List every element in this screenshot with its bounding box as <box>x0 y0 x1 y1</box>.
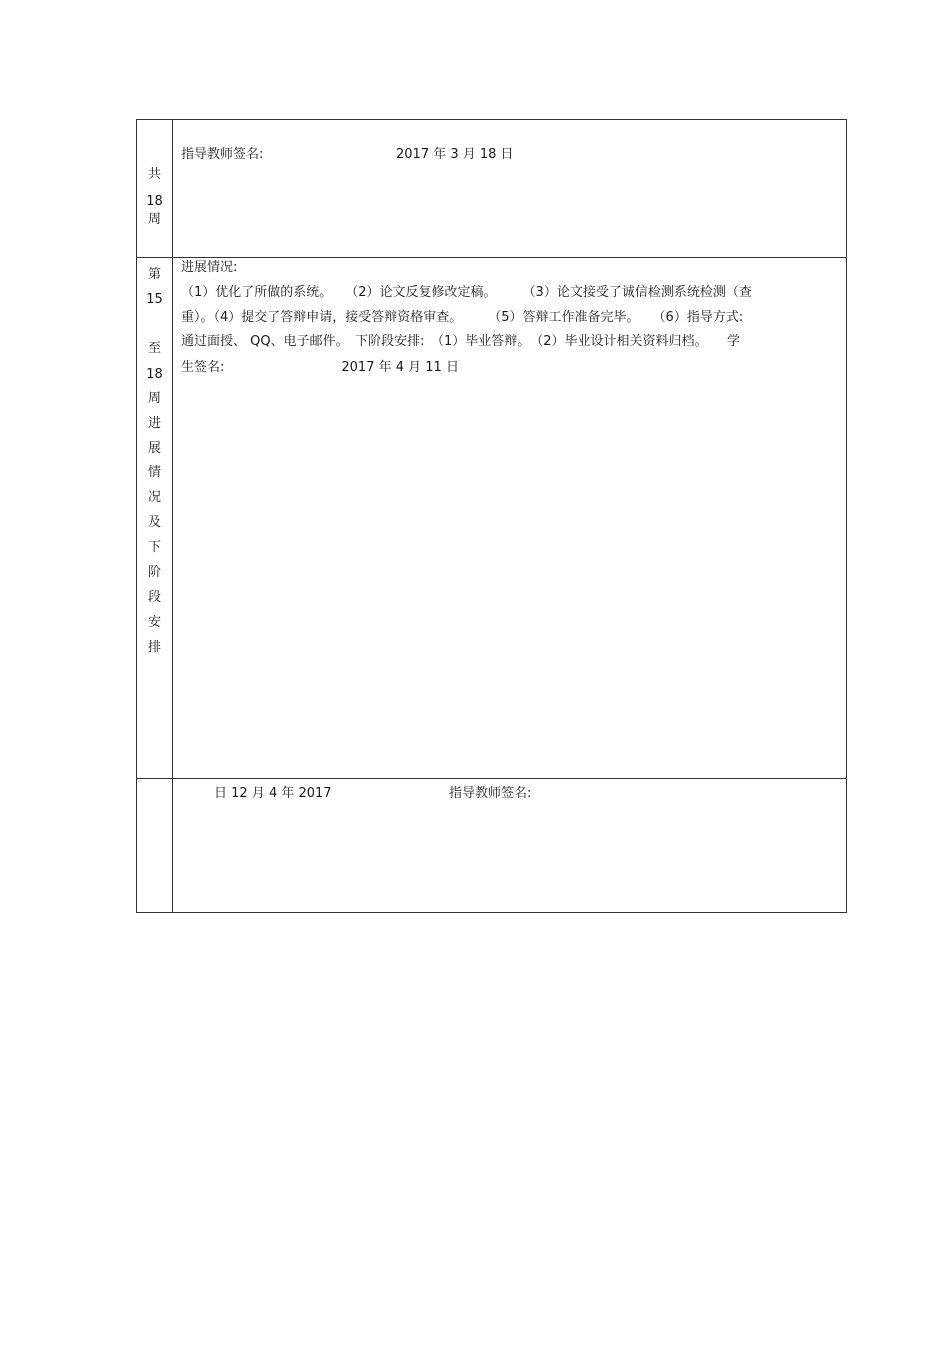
side-label-char: 至 <box>147 341 161 356</box>
row3-teacher-sign-label: 指导教师签名: <box>449 786 532 801</box>
side-label-char: 段 <box>147 590 161 605</box>
row-divider-2 <box>137 778 846 779</box>
progress-line-4: 生签名: 2017 年 4 月 11 日 <box>181 360 459 375</box>
side-label-char: 18 <box>146 194 163 209</box>
side-label-char: 阶 <box>147 565 161 580</box>
weekly-progress-table <box>136 119 847 913</box>
side-label-char: 周 <box>147 212 161 227</box>
side-label-char: 排 <box>147 640 161 655</box>
progress-line-3: 通过面授、 QQ、电子邮件。 下阶段安排: （1）毕业答辩。 （2）毕业设计相关资料归档。 学 <box>181 334 741 349</box>
side-label-char: 18 <box>146 367 163 382</box>
side-label-char: 安 <box>147 615 161 630</box>
progress-line-2: 重）。（4）提交了答辩申请，接受答辩资格审查。 （5）答辩工作准备完毕。 （6）指导方式: <box>181 310 744 325</box>
progress-line-1: （1）优化了所做的系统。 （2）论文反复修改定稿。 （3）论文接受了诚信检测系统检测（查 <box>181 285 752 300</box>
row1-date: 2017 年 3 月 18 日 <box>396 147 514 162</box>
row1-teacher-sign-label: 指导教师签名: <box>181 147 264 162</box>
column-divider <box>172 120 173 912</box>
row-divider-1 <box>137 257 846 258</box>
side-label-char: 周 <box>147 391 161 406</box>
side-label-char: 下 <box>147 540 161 555</box>
side-label-char: 进 <box>147 416 161 431</box>
side-label-char: 况 <box>147 490 161 505</box>
side-label-char: 及 <box>147 515 161 530</box>
side-label-char: 共 <box>147 167 161 182</box>
side-label-char: 15 <box>146 292 163 307</box>
side-label-char: 情 <box>147 465 161 480</box>
row3-date-reversed: 日 12 月 4 年 2017 <box>214 786 332 801</box>
side-label-char: 展 <box>147 441 161 456</box>
progress-heading: 进展情况: <box>181 260 238 275</box>
side-label-char: 第 <box>147 267 161 282</box>
